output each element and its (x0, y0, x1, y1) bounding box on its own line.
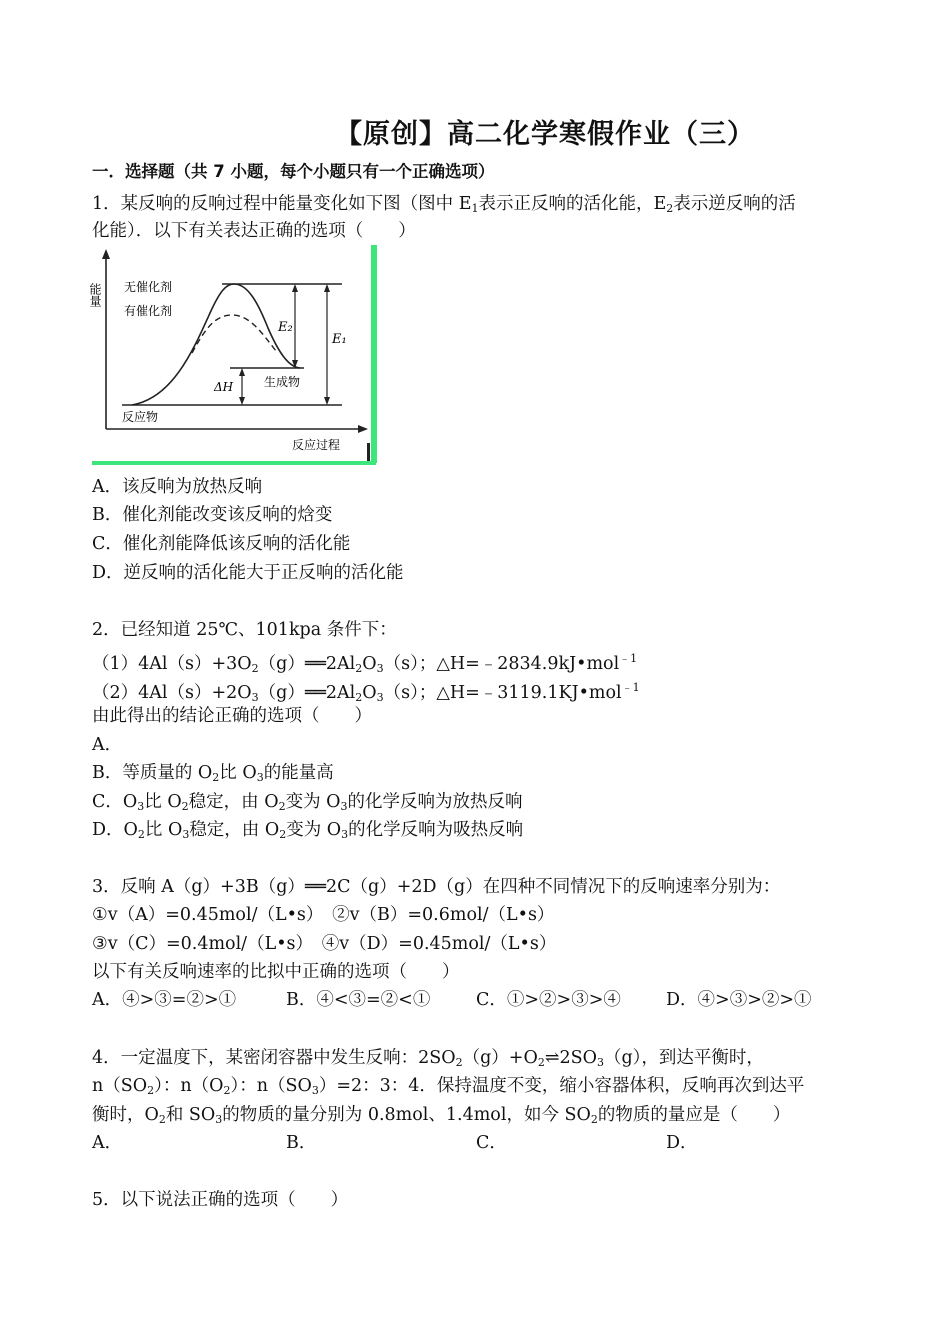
q3-option-a[interactable]: A．④>③=②>① (92, 990, 237, 1010)
x-axis-label: 反应过程 (292, 438, 341, 452)
figure-frame-bottom (92, 461, 376, 465)
page-title: 【原创】高二化学寒假作业（三） (335, 119, 755, 150)
q4-option-a[interactable]: A． (92, 1133, 123, 1153)
q3-ask: 以下有关反响速率的比拟中正确的选项（ ） (92, 962, 460, 982)
q3-option-c[interactable]: C．①>②>③>④ (476, 990, 621, 1010)
e2-label: E₂ (278, 320, 293, 335)
q1-option-a[interactable]: A．该反响为放热反响 (92, 477, 263, 497)
q2-option-b[interactable]: B．等质量的 $O_2$比 $O_3$的能量高 (92, 763, 334, 784)
q1-stem-line2: 化能）．以下有关表达正确的选项（ ） (92, 221, 416, 241)
catalyst-label: 有催化剂 (124, 304, 173, 318)
no-catalyst-label: 无催化剂 (124, 280, 173, 294)
q3-option-b[interactable]: B．④<③=②<① (286, 990, 431, 1010)
q3-option-d[interactable]: D．④>③>②>① (666, 990, 812, 1010)
q4-option-c[interactable]: C． (476, 1133, 507, 1153)
reactant-label: 反应物 (122, 410, 159, 424)
q4-stem-line3: 衡时，$O_2$和 $SO_3$的物质的量分别为 0.8mol、1.4mol，如今 $SO_2$的物质的量应是（ ） (92, 1105, 791, 1126)
q1-option-c[interactable]: C．催化剂能降低该反响的活化能 (92, 534, 351, 554)
y-axis-label: 能量 (88, 283, 102, 307)
q1-option-d[interactable]: D．逆反响的活化能大于正反响的活化能 (92, 563, 404, 583)
q2-conclusion: 由此得出的结论正确的选项（ ） (92, 706, 372, 726)
q5-stem: 5．以下说法正确的选项（ ） (92, 1190, 349, 1210)
q2-option-a[interactable]: A． (92, 735, 123, 755)
figure-frame-right (371, 245, 377, 463)
q2-stem: 2．已经知道 25℃、101kpa 条件下： (92, 620, 397, 640)
product-label: 生成物 (264, 375, 301, 389)
q2-equation-1: $(1)4Al(s)+3O_2(g)══2Al_2O_3(s)$；△H=﹣2834.9kJ•mol$^{﹣1}$ (92, 652, 638, 675)
q2-option-c[interactable]: C．$O_3$比 $O_2$稳定，由 $O_2$变为 $O_3$的化学反响为放热反响 (92, 792, 523, 813)
q2-equation-2: $(2)4Al(s)+2O_3(g)══2Al_2O_3(s)$；△H=﹣3119.1KJ•mol$^{﹣1}$ (92, 681, 640, 704)
q4-option-d[interactable]: D． (666, 1133, 698, 1153)
energy-diagram (88, 243, 380, 465)
q4-stem-line2: $n(SO_2)$：$n(O_2)$：$n(SO_3)=2$：3：4．保持温度不变，缩小容器体积，反响再次到达平 (92, 1076, 805, 1097)
q4-stem-line1: 4．一定温度下，某密闭容器中发生反响：$2SO_2(g)+O_2\rightleftharpoons 2SO_3(g)$，到达平衡时， (92, 1048, 764, 1069)
q1-stem: 1．某反响的反响过程中能量变化如下图（图中 $E_1$表示正反响的活化能，$E_2$表示逆反响的活 (92, 194, 796, 215)
section-heading: 一．选择题（共 7 小题，每个小题只有一个正确选项） (92, 162, 495, 181)
q3-rates-2: ③v（C）=0.4mol/（L•s） ④v（D）=0.45mol/（L•s） (92, 934, 557, 954)
q3-stem: 3．反响 A（g）+3B（g）══2C（g）+2D（g）在四种不同情况下的反响速率分别为： (92, 877, 781, 897)
q2-option-d[interactable]: D．$O_2$比 $O_3$稳定，由 $O_2$变为 $O_3$的化学反响为吸热反响 (92, 820, 524, 841)
e1-label: E₁ (332, 332, 347, 347)
q3-rates-1: ①v（A）=0.45mol/（L•s） ②v（B）=0.6mol/（L•s） (92, 905, 555, 925)
delta-h-label: ΔH (214, 380, 234, 394)
q4-option-b[interactable]: B． (286, 1133, 317, 1153)
q1-option-b[interactable]: B．催化剂能改变该反响的焓变 (92, 505, 333, 525)
